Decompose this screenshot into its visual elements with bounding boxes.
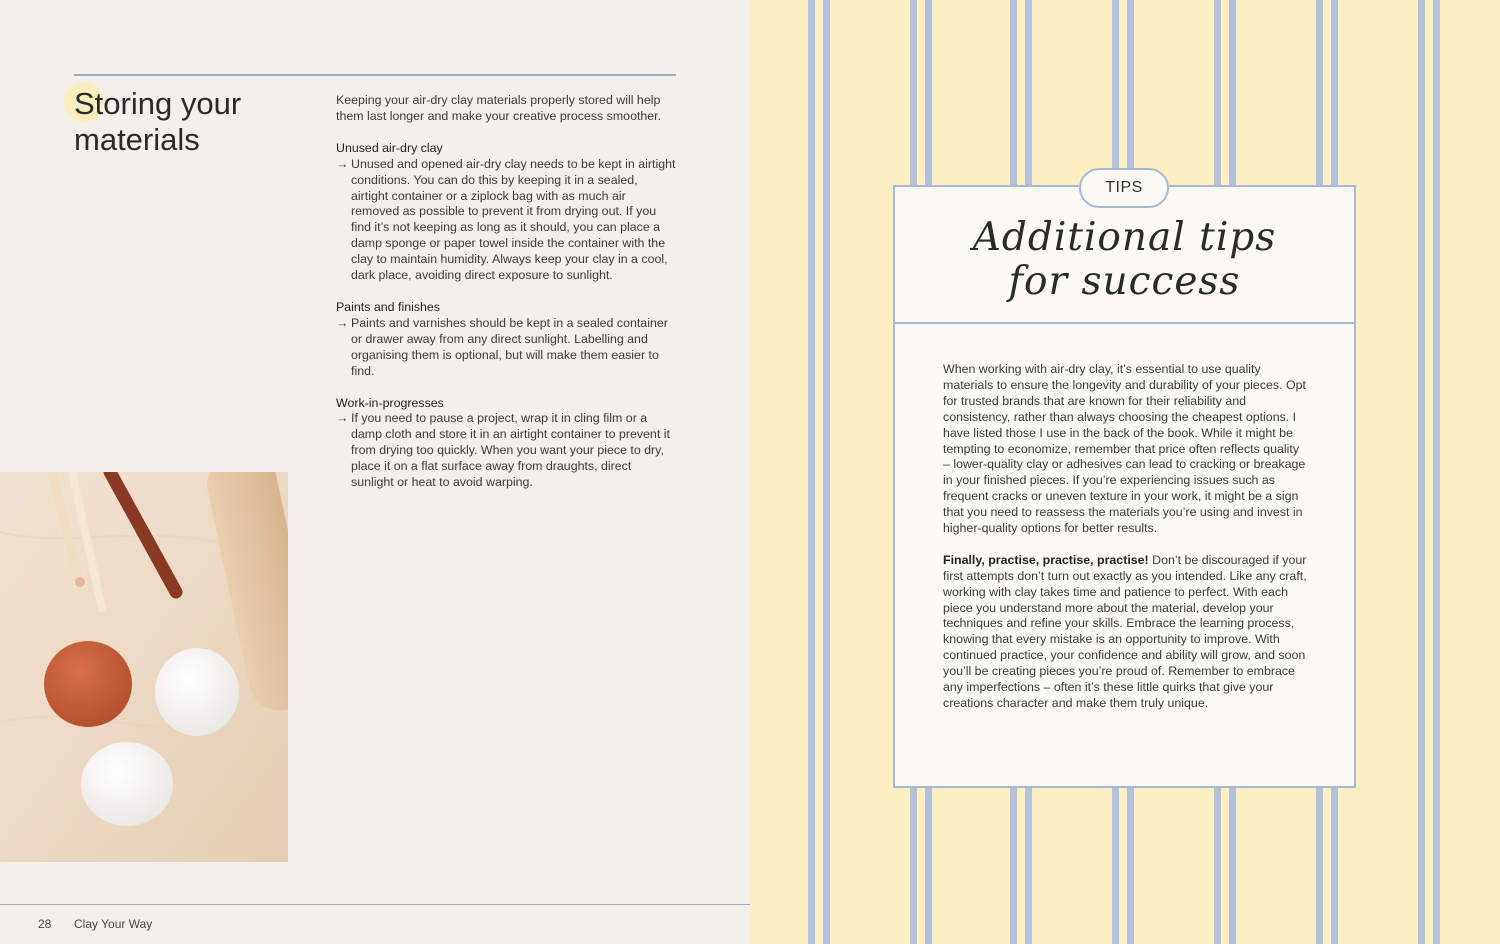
running-title: Clay Your Way bbox=[74, 917, 153, 931]
tips-body bbox=[943, 362, 1309, 728]
section-unused-clay bbox=[336, 141, 676, 284]
footer-rule bbox=[0, 904, 750, 905]
page-number: 28 bbox=[38, 917, 52, 931]
intro-paragraph: Keeping your air-dry clay materials properly stored will help them last longer and make your creative process smoother. bbox=[336, 93, 662, 123]
tips-title-line2: for success bbox=[1008, 259, 1241, 304]
section-heading: Work-in-progresses bbox=[336, 395, 444, 410]
tips-title bbox=[895, 216, 1354, 304]
arrow-right-icon: → bbox=[336, 411, 349, 426]
top-rule bbox=[74, 74, 676, 76]
section-heading: Paints and finishes bbox=[336, 299, 441, 314]
tips-paragraph-2-lead: Finally, practise, practise, practise! bbox=[943, 552, 1149, 567]
storage-text-column bbox=[336, 93, 676, 507]
tips-tag: TIPS bbox=[1079, 168, 1169, 208]
arrow-right-icon: → bbox=[336, 315, 349, 330]
list-item bbox=[336, 157, 676, 284]
section-title-line1: Storing your bbox=[74, 86, 242, 121]
section-title-line2: materials bbox=[74, 122, 200, 157]
arrow-right-icon: → bbox=[336, 156, 349, 171]
tips-paragraph-1: When working with air-dry clay, it’s essential to use quality materials to ensure the longevity and durability of your pieces. Opt for trusted brands that are known for their reliability and consistency, rather than always choosing the cheapest options. I have listed those I use in the back of the book. While it might be tempting to economize, remember that price often reflects quality – lower-quality clay or adhesives can lead to cracking or breakage in your finished pieces. If you’re experiencing issues such as frequent cracks or uneven texture in your work, it might be a sign that you need to reassess the materials you’re using and invest in higher-quality options for better results. bbox=[943, 362, 1306, 536]
clay-photo bbox=[0, 472, 288, 862]
tips-title-line1: Additional tips bbox=[972, 215, 1277, 260]
tips-paragraph-2-text: Don’t be discouraged if your first attempts don’t turn out exactly as you intended. Like any craft, working with clay takes time and patience to perfect. With each piece you understand more about the material, develop your techniques and refine your skills. Embrace the learning process, knowing that every mistake is an opportunity to improve. With continued practice, your confidence and ability will grow, and soon you’ll be creating pieces you’re proud of. Remember to embrace any imperfections – often it’s these little quirks that give your creations character and make them truly unique. bbox=[943, 552, 1307, 711]
section-title bbox=[74, 86, 294, 158]
list-item-text: Paints and varnishes should be kept in a sealed container or drawer away from any direct sunlight. Labelling and organising them is optional, but will make them easier to find. bbox=[351, 315, 668, 378]
section-heading: Unused air-dry clay bbox=[336, 140, 443, 155]
list-item bbox=[336, 411, 676, 491]
section-work-in-progress bbox=[336, 396, 676, 491]
tips-paragraph-2 bbox=[943, 553, 1309, 712]
list-item-text: Unused and opened air-dry clay needs to be kept in airtight conditions. You can do this by keeping it in a sealed, airtight container or a ziplock bag with as much air removed as possible to prevent it from drying out. If you find it’s not keeping as long as it should, you can place a damp sponge or paper towel inside the container with the clay to maintain humidity. Always keep your clay in a cool, dark place, avoiding direct exposure to sunlight. bbox=[351, 156, 676, 283]
tips-divider bbox=[893, 322, 1356, 324]
list-item bbox=[336, 316, 676, 380]
list-item-text: If you need to pause a project, wrap it in cling film or a damp cloth and store it in an airtight container to prevent it from drying too quickly. When you want your piece to dry, place it on a flat surface away from draughts, direct sunlight or heat to avoid warping. bbox=[351, 411, 670, 490]
section-paints-finishes bbox=[336, 300, 676, 380]
